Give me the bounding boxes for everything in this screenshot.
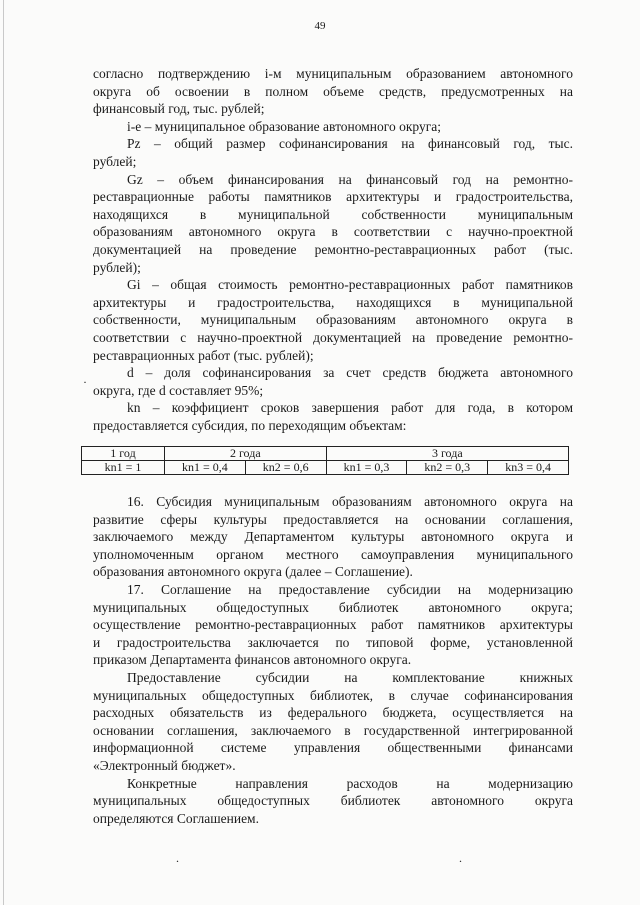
text-line: заключаемого между Департаментом культуры автономного округа и xyxy=(93,529,573,545)
text-line: согласно подтверждению i-м муниципальным образованием автономного xyxy=(93,66,573,81)
text-line: уполномоченным органом местного самоуправления муниципального xyxy=(93,546,573,562)
document-body xyxy=(93,65,573,434)
paragraph-directions xyxy=(93,775,573,828)
text-line: расходных обязательств из федерального бюджета, осуществляется на xyxy=(93,705,573,721)
text-line: приказом Департамента финансов автономного округа. xyxy=(93,652,412,668)
text-line: документацией на проведение ремонтно-реставрационных работ (тыс. xyxy=(93,241,573,257)
text-line: «Электронный бюджет». xyxy=(93,757,236,773)
definition-d xyxy=(93,364,573,399)
text-line: Gz – объем финансирования на финансовый год на ремонтно- xyxy=(127,171,573,187)
page-number: 49 xyxy=(314,20,326,32)
text-line: Pz – общий размер софинансирования на финансовый год, тыс. xyxy=(127,136,573,152)
text-line: 17. Соглашение на предоставление субсидии на модернизацию xyxy=(127,581,573,597)
table-header-cell: 3 года xyxy=(326,447,568,461)
text-line: муниципальных общедоступных библиотек, в случае софинансирования xyxy=(93,687,573,703)
text-line: Gi – общая стоимость ремонтно-реставрационных работ памятников xyxy=(127,277,573,293)
text-line: муниципальных общедоступных библиотек автономного округа xyxy=(93,793,573,809)
text-line: округа, где d составляет 95%; xyxy=(93,382,264,398)
coefficient-table xyxy=(81,446,569,475)
text-line: и градостроительства заключается по типовой форме, установленной xyxy=(93,634,573,650)
table-header-row xyxy=(82,447,569,461)
text-line: развитие сферы культуры предоставляется на основании соглашения, xyxy=(93,511,573,527)
table-row xyxy=(82,461,569,475)
definition-ie: i-е – муниципальное образование автономного округа; xyxy=(127,118,442,134)
text-line: округа об освоении в полном объеме средств, предусмотренных на xyxy=(93,83,573,99)
text-line: d – доля софинансирования за счет средств бюджета автономного xyxy=(127,365,573,381)
text-line: информационной системе управления общественными финансами xyxy=(93,740,573,756)
paragraph-17 xyxy=(93,581,573,669)
definition-pz xyxy=(93,135,573,170)
definition-kn xyxy=(93,399,573,434)
table-cell: kn1 = 0,4 xyxy=(165,461,246,475)
scan-mark: . xyxy=(459,851,462,865)
table-cell: kn1 = 0,3 xyxy=(326,461,407,475)
text-line: образования автономного округа (далее – Соглашение). xyxy=(93,564,413,580)
text-line: соответствии с научно-проектной документацией на проведение ремонтно- xyxy=(93,329,573,345)
text-line: собственности, муниципальным образованиям автономного округа в xyxy=(93,312,573,328)
table-header-cell: 2 года xyxy=(165,447,327,461)
text-line: архитектуры и градостроительства, находящихся в муниципальной xyxy=(93,294,573,310)
scan-mark: . xyxy=(176,851,179,865)
table-cell: kn2 = 0,3 xyxy=(407,461,488,475)
text-line: муниципальных общедоступных библиотек автономного округа; xyxy=(93,599,573,615)
definition-gz xyxy=(93,171,573,277)
text-line: образованиям автономного округа в соответствии с научно-проектной xyxy=(93,224,573,240)
table-header-cell: 1 год xyxy=(82,447,165,461)
scan-mark: · xyxy=(83,375,87,389)
text-line: финансовый год, тыс. рублей; xyxy=(93,101,265,117)
definition-gi xyxy=(93,276,573,364)
paragraph-16 xyxy=(93,493,573,581)
paragraph-books xyxy=(93,669,573,775)
text-line: Предоставление субсидии на комплектование книжных xyxy=(127,669,573,685)
table-cell: kn3 = 0,4 xyxy=(488,461,569,475)
text-line: основании соглашения, заключаемого в государственной интегрированной xyxy=(93,722,573,738)
text-line: находящихся в муниципальной собственности муниципальным xyxy=(93,206,573,222)
document-body-lower xyxy=(93,493,573,827)
text-line: Конкретные направления расходов на модернизацию xyxy=(127,775,573,791)
table-cell: kn2 = 0,6 xyxy=(245,461,326,475)
text-line: рублей); xyxy=(93,259,141,275)
text-line: определяются Соглашением. xyxy=(93,810,259,826)
table-cell: kn1 = 1 xyxy=(82,461,165,475)
text-line: 16. Субсидия муниципальным образованиям автономного округа на xyxy=(127,494,573,509)
text-line: реставрационных работ (тыс. рублей); xyxy=(93,347,314,363)
text-line: осуществление ремонтно-реставрационных работ памятников архитектуры xyxy=(93,617,573,633)
text-line: реставрационные работы памятников архитектуры и градостроительства, xyxy=(93,189,573,205)
scan-edge xyxy=(3,0,4,905)
text-line: предоставляется субсидия, по переходящим объектам: xyxy=(93,417,407,433)
text-line: рублей; xyxy=(93,153,137,169)
text-line: kn – коэффициент сроков завершения работ для года, в котором xyxy=(127,400,573,416)
paragraph-consent xyxy=(93,65,573,118)
